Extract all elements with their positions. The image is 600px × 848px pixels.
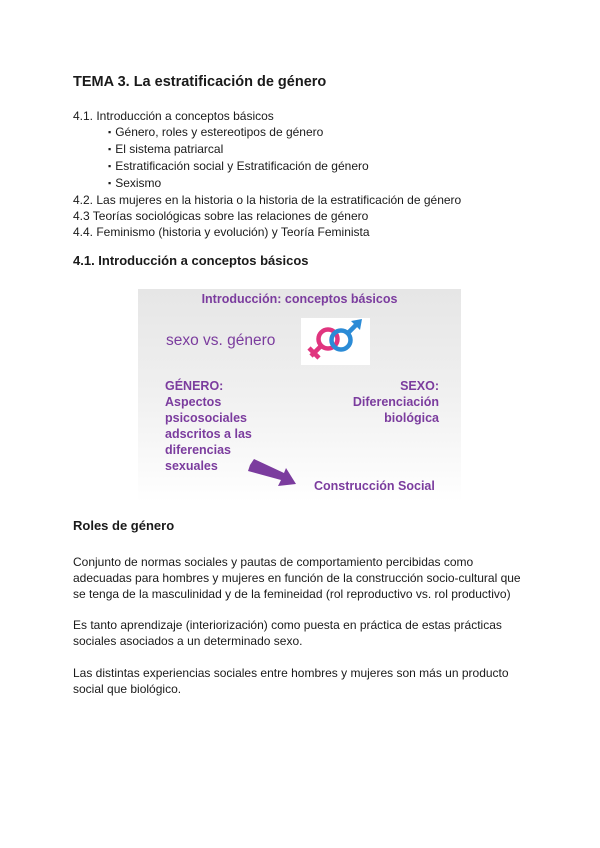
genero-line: Aspectos bbox=[165, 395, 222, 409]
genero-line: diferencias bbox=[165, 443, 232, 457]
construccion-social-label: Construcción Social bbox=[314, 479, 435, 493]
toc-item: 4.2. Las mujeres en la historia o la historia de la estratificación de género bbox=[73, 193, 462, 207]
toc-subitem: ▪ Estratificación social y Estratificación de género bbox=[73, 158, 461, 175]
sexo-definition bbox=[353, 378, 439, 426]
document-title: TEMA 3. La estratificación de género bbox=[73, 74, 327, 90]
toc-item: 4.3 Teorías sociológicas sobre las relaciones de género bbox=[73, 209, 369, 223]
paragraph: Conjunto de normas sociales y pautas de comportamiento percibidas como adecuadas para hombres y mujeres en función de la construcción socio-cultural que se tenga de la masculinidad y de la femineidad (rol reproductivo vs. rol productivo) bbox=[73, 555, 521, 601]
genero-definition bbox=[165, 378, 252, 474]
sexo-line: biológica bbox=[384, 411, 439, 425]
sexo-vs-genero-label: sexo vs. género bbox=[166, 332, 276, 349]
table-of-contents bbox=[73, 108, 461, 240]
sexo-heading: SEXO: bbox=[400, 379, 439, 393]
paragraph: Las distintas experiencias sociales entre hombres y mujeres son más un producto social que biológico. bbox=[73, 666, 509, 696]
sexo-line: Diferenciación bbox=[352, 395, 439, 409]
genero-heading: GÉNERO: bbox=[165, 379, 224, 393]
concepts-figure bbox=[138, 289, 461, 503]
roles-title: Roles de género bbox=[73, 518, 175, 533]
paragraph: Es tanto aprendizaje (interiorización) como puesta en práctica de estas prácticas sociales asociados a un determinado sexo. bbox=[73, 618, 502, 648]
figure-title: Introducción: conceptos básicos bbox=[201, 292, 398, 306]
arrow-right-icon bbox=[248, 459, 298, 489]
toc-item: 4.4. Feminismo (historia y evolución) y Teoría Feminista bbox=[73, 225, 370, 239]
toc-subitem: ▪ El sistema patriarcal bbox=[73, 141, 461, 158]
genero-line: psicosociales bbox=[165, 411, 247, 425]
toc-subitem: ▪ Género, roles y estereotipos de género bbox=[73, 124, 461, 141]
gender-symbols-icon bbox=[301, 318, 370, 365]
section-title: 4.1. Introducción a conceptos básicos bbox=[73, 253, 309, 268]
toc-subitem: ▪ Sexismo bbox=[73, 175, 461, 192]
toc-item: 4.1. Introducción a conceptos básicos bbox=[73, 109, 274, 123]
genero-line: sexuales bbox=[165, 459, 218, 473]
genero-line: adscritos a las bbox=[165, 427, 252, 441]
